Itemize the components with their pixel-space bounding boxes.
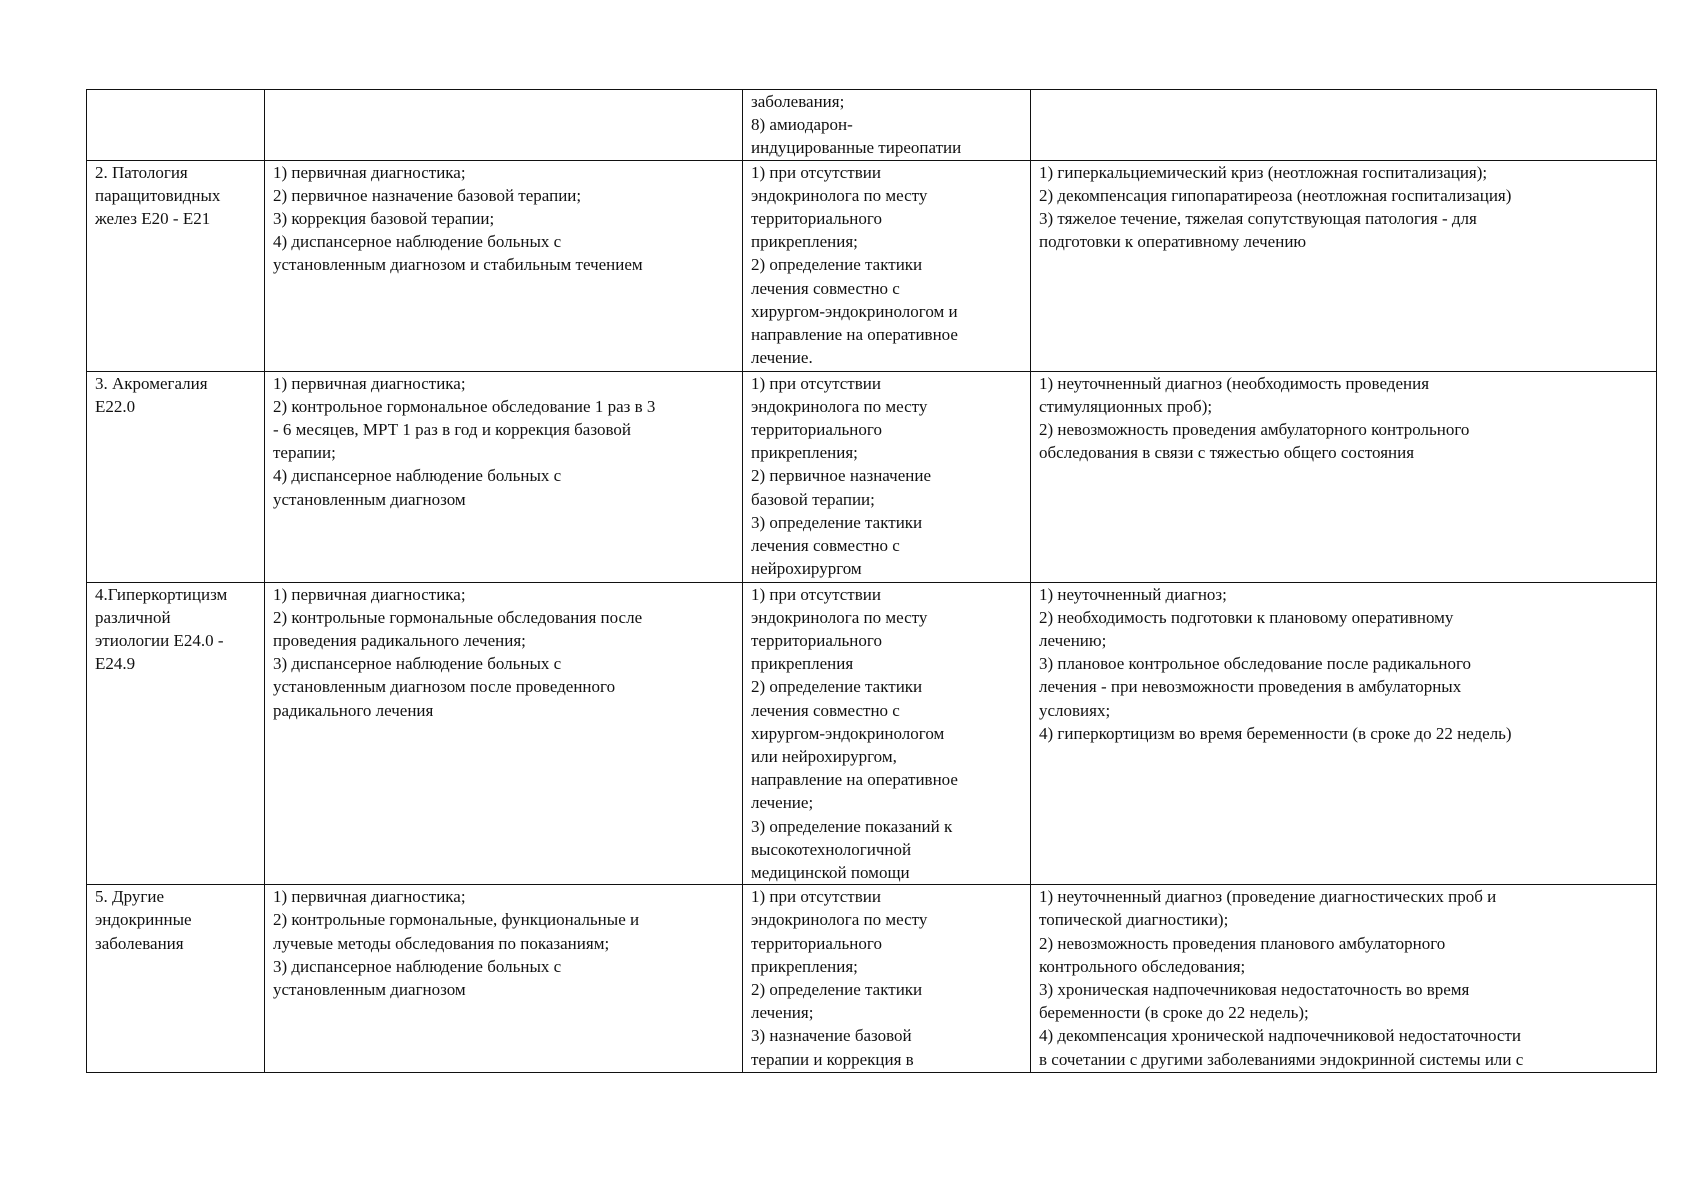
cell-text-line: территориального	[751, 209, 882, 229]
cell-text-line: 4.Гиперкортицизм	[95, 584, 228, 604]
cell-text-line: 3) назначение базовой	[751, 1026, 912, 1046]
cell-text-line: лечения - при невозможности проведения в амбулаторных	[1039, 677, 1462, 697]
table-row	[87, 90, 1657, 161]
cell-text-line: эндокринолога по месту	[751, 396, 928, 416]
cell-text-line: лечения совместно с	[751, 700, 900, 720]
cell-text-line: нейрохирургом	[751, 559, 862, 579]
cell-text-line: эндокринолога по месту	[751, 910, 928, 930]
outpatient-scope-cell	[265, 160, 743, 371]
cell-text-line: Е22.0	[95, 396, 136, 416]
cell-text-line: 1) неуточненный диагноз (необходимость проведения	[1039, 373, 1430, 393]
cell-text-line: в сочетании с другими заболеваниями эндокринной системы или с	[1039, 1049, 1524, 1069]
cell-text-line: 1) неуточненный диагноз;	[1039, 584, 1227, 604]
cell-text-line: 2) контрольные гормональные, функциональные и	[273, 910, 640, 930]
cell-text-line: направление на оперативное	[751, 770, 958, 790]
cell-text-line: хирургом-эндокринологом и	[751, 301, 958, 321]
cell-text-line: 3. Акромегалия	[95, 373, 208, 393]
cell-text-line: 1) при отсутствии	[751, 584, 881, 604]
table-row	[87, 582, 1657, 885]
cell-text-line: обследования в связи с тяжестью общего состояния	[1039, 443, 1415, 463]
cell-text-line: 2) необходимость подготовки к плановому оперативному	[1039, 607, 1454, 627]
cell-text-line: базовой терапии;	[751, 489, 875, 509]
cell-text-line: контрольного обследования;	[1039, 956, 1246, 976]
cell-text-line: эндокринолога по месту	[751, 607, 928, 627]
specialist-referral-cell	[743, 582, 1031, 885]
cell-text-line: лечения совместно с	[751, 278, 900, 298]
cell-text-line: прикрепления;	[751, 443, 858, 463]
cell-text-line: 2) определение тактики	[751, 677, 923, 697]
hospitalization-indications-cell	[1031, 885, 1657, 1073]
cell-text-line: хирургом-эндокринологом	[751, 723, 945, 743]
specialist-referral-cell	[743, 160, 1031, 371]
cell-text-line: лечения совместно с	[751, 536, 900, 556]
cell-text-line: заболевания;	[751, 92, 845, 111]
cell-text-line: 1) первичная диагностика;	[273, 162, 466, 182]
cell-text-line: условиях;	[1039, 700, 1111, 720]
cell-text-line: различной	[95, 607, 171, 627]
cell-text-line: подготовки к оперативному лечению	[1039, 232, 1307, 252]
cell-text-line: лечения;	[751, 1003, 814, 1023]
cell-text-line: радикального лечения	[273, 700, 434, 720]
cell-text-line: 3) хроническая надпочечниковая недостаточность во время	[1039, 980, 1470, 1000]
cell-text-line: территориального	[751, 420, 882, 440]
cell-text-line: прикрепления	[751, 654, 854, 674]
cell-text-line: заболевания	[95, 933, 184, 953]
cell-text-line: территориального	[751, 933, 882, 953]
cell-text-line: 5. Другие	[95, 887, 164, 907]
hospitalization-indications-cell	[1031, 90, 1657, 161]
outpatient-scope-cell	[265, 582, 743, 885]
cell-text-line: высокотехнологичной	[751, 839, 912, 859]
cell-text-line: 1) первичная диагностика;	[273, 887, 466, 907]
hospitalization-indications-cell	[1031, 371, 1657, 582]
outpatient-scope-cell	[265, 90, 743, 161]
cell-text-line: беременности (в сроке до 22 недель);	[1039, 1003, 1309, 1023]
cell-text-line: паращитовидных	[95, 185, 221, 205]
specialist-referral-cell	[743, 885, 1031, 1073]
cell-text-line: установленным диагнозом	[273, 489, 466, 509]
cell-text-line: проведения радикального лечения;	[273, 631, 526, 651]
cell-text-line: 4) гиперкортицизм во время беременности (в сроке до 22 недель)	[1039, 723, 1512, 743]
condition-cell	[87, 90, 265, 161]
cell-text-line: эндокринолога по месту	[751, 185, 928, 205]
table-row	[87, 885, 1657, 1073]
cell-text-line: 4) декомпенсация хронической надпочечниковой недостаточности	[1039, 1026, 1521, 1046]
cell-text-line: лучевые методы обследования по показаниям;	[273, 933, 610, 953]
cell-text-line: установленным диагнозом и стабильным течением	[273, 255, 643, 275]
cell-text-line: желез Е20 - Е21	[95, 209, 211, 229]
cell-text-line: 1) первичная диагностика;	[273, 373, 466, 393]
cell-text-line: 2) первичное назначение базовой терапии;	[273, 185, 582, 205]
cell-text-line: 2) контрольное гормональное обследование 1 раз в 3	[273, 396, 656, 416]
condition-cell	[87, 885, 265, 1073]
specialist-referral-cell	[743, 90, 1031, 161]
cell-text-line: эндокринные	[95, 910, 192, 930]
cell-text-line: 1) первичная диагностика;	[273, 584, 466, 604]
specialist-referral-cell	[743, 371, 1031, 582]
cell-text-line: 1) при отсутствии	[751, 373, 881, 393]
cell-text-line: топической диагностики);	[1039, 910, 1229, 930]
cell-text-line: 3) диспансерное наблюдение больных с	[273, 956, 562, 976]
cell-text-line: 2) контрольные гормональные обследования после	[273, 607, 643, 627]
cell-text-line: Е24.9	[95, 654, 136, 674]
cell-text-line: 2) декомпенсация гипопаратиреоза (неотложная госпитализация)	[1039, 185, 1512, 205]
cell-text-line: стимуляционных проб);	[1039, 396, 1213, 416]
table-row	[87, 371, 1657, 582]
cell-text-line: 4) диспансерное наблюдение больных с	[273, 466, 562, 486]
cell-text-line: этиологии Е24.0 -	[95, 631, 224, 651]
cell-text-line: 3) определение тактики	[751, 512, 923, 532]
table-body	[87, 90, 1657, 1073]
cell-text-line: лечение;	[751, 793, 814, 813]
cell-text-line: индуцированные тиреопатии	[751, 138, 962, 158]
condition-cell	[87, 160, 265, 371]
cell-text-line: лечению;	[1039, 631, 1107, 651]
outpatient-scope-cell	[265, 371, 743, 582]
cell-text-line: 3) определение показаний к	[751, 816, 953, 836]
endocrine-care-table	[86, 89, 1657, 1073]
cell-text-line: 4) диспансерное наблюдение больных с	[273, 232, 562, 252]
cell-text-line: 2) невозможность проведения амбулаторного контрольного	[1039, 420, 1470, 440]
cell-text-line: 3) тяжелое течение, тяжелая сопутствующая патология - для	[1039, 209, 1477, 229]
cell-text-line: территориального	[751, 631, 882, 651]
cell-text-line: прикрепления;	[751, 956, 858, 976]
outpatient-scope-cell	[265, 885, 743, 1073]
cell-text-line: 1) гиперкальциемический криз (неотложная госпитализация);	[1039, 162, 1488, 182]
condition-cell	[87, 371, 265, 582]
cell-text-line: 1) неуточненный диагноз (проведение диагностических проб и	[1039, 887, 1497, 907]
table-row	[87, 160, 1657, 371]
cell-text-line: прикрепления;	[751, 232, 858, 252]
cell-text-line: или нейрохирургом,	[751, 747, 897, 767]
hospitalization-indications-cell	[1031, 160, 1657, 371]
cell-text-line: установленным диагнозом	[273, 980, 466, 1000]
cell-text-line: медицинской помощи	[751, 863, 910, 883]
cell-text-line: направление на оперативное	[751, 325, 958, 345]
condition-cell	[87, 582, 265, 885]
cell-text-line: 3) диспансерное наблюдение больных с	[273, 654, 562, 674]
cell-text-line: 3) плановое контрольное обследование после радикального	[1039, 654, 1471, 674]
hospitalization-indications-cell	[1031, 582, 1657, 885]
cell-text-line: 8) амиодарон-	[751, 115, 853, 135]
cell-text-line: 2) невозможность проведения планового амбулаторного	[1039, 933, 1446, 953]
cell-text-line: 2) определение тактики	[751, 255, 923, 275]
cell-text-line: лечение.	[751, 348, 813, 368]
cell-text-line: - 6 месяцев, МРТ 1 раз в год и коррекция базовой	[273, 420, 631, 440]
cell-text-line: 2) определение тактики	[751, 980, 923, 1000]
cell-text-line: 1) при отсутствии	[751, 162, 881, 182]
cell-text-line: терапии и коррекция в	[751, 1049, 914, 1069]
cell-text-line: 2. Патология	[95, 162, 188, 182]
cell-text-line: 3) коррекция базовой терапии;	[273, 209, 495, 229]
cell-text-line: 1) при отсутствии	[751, 887, 881, 907]
cell-text-line: 2) первичное назначение	[751, 466, 931, 486]
cell-text-line: терапии;	[273, 443, 336, 463]
cell-text-line: установленным диагнозом после проведенного	[273, 677, 616, 697]
